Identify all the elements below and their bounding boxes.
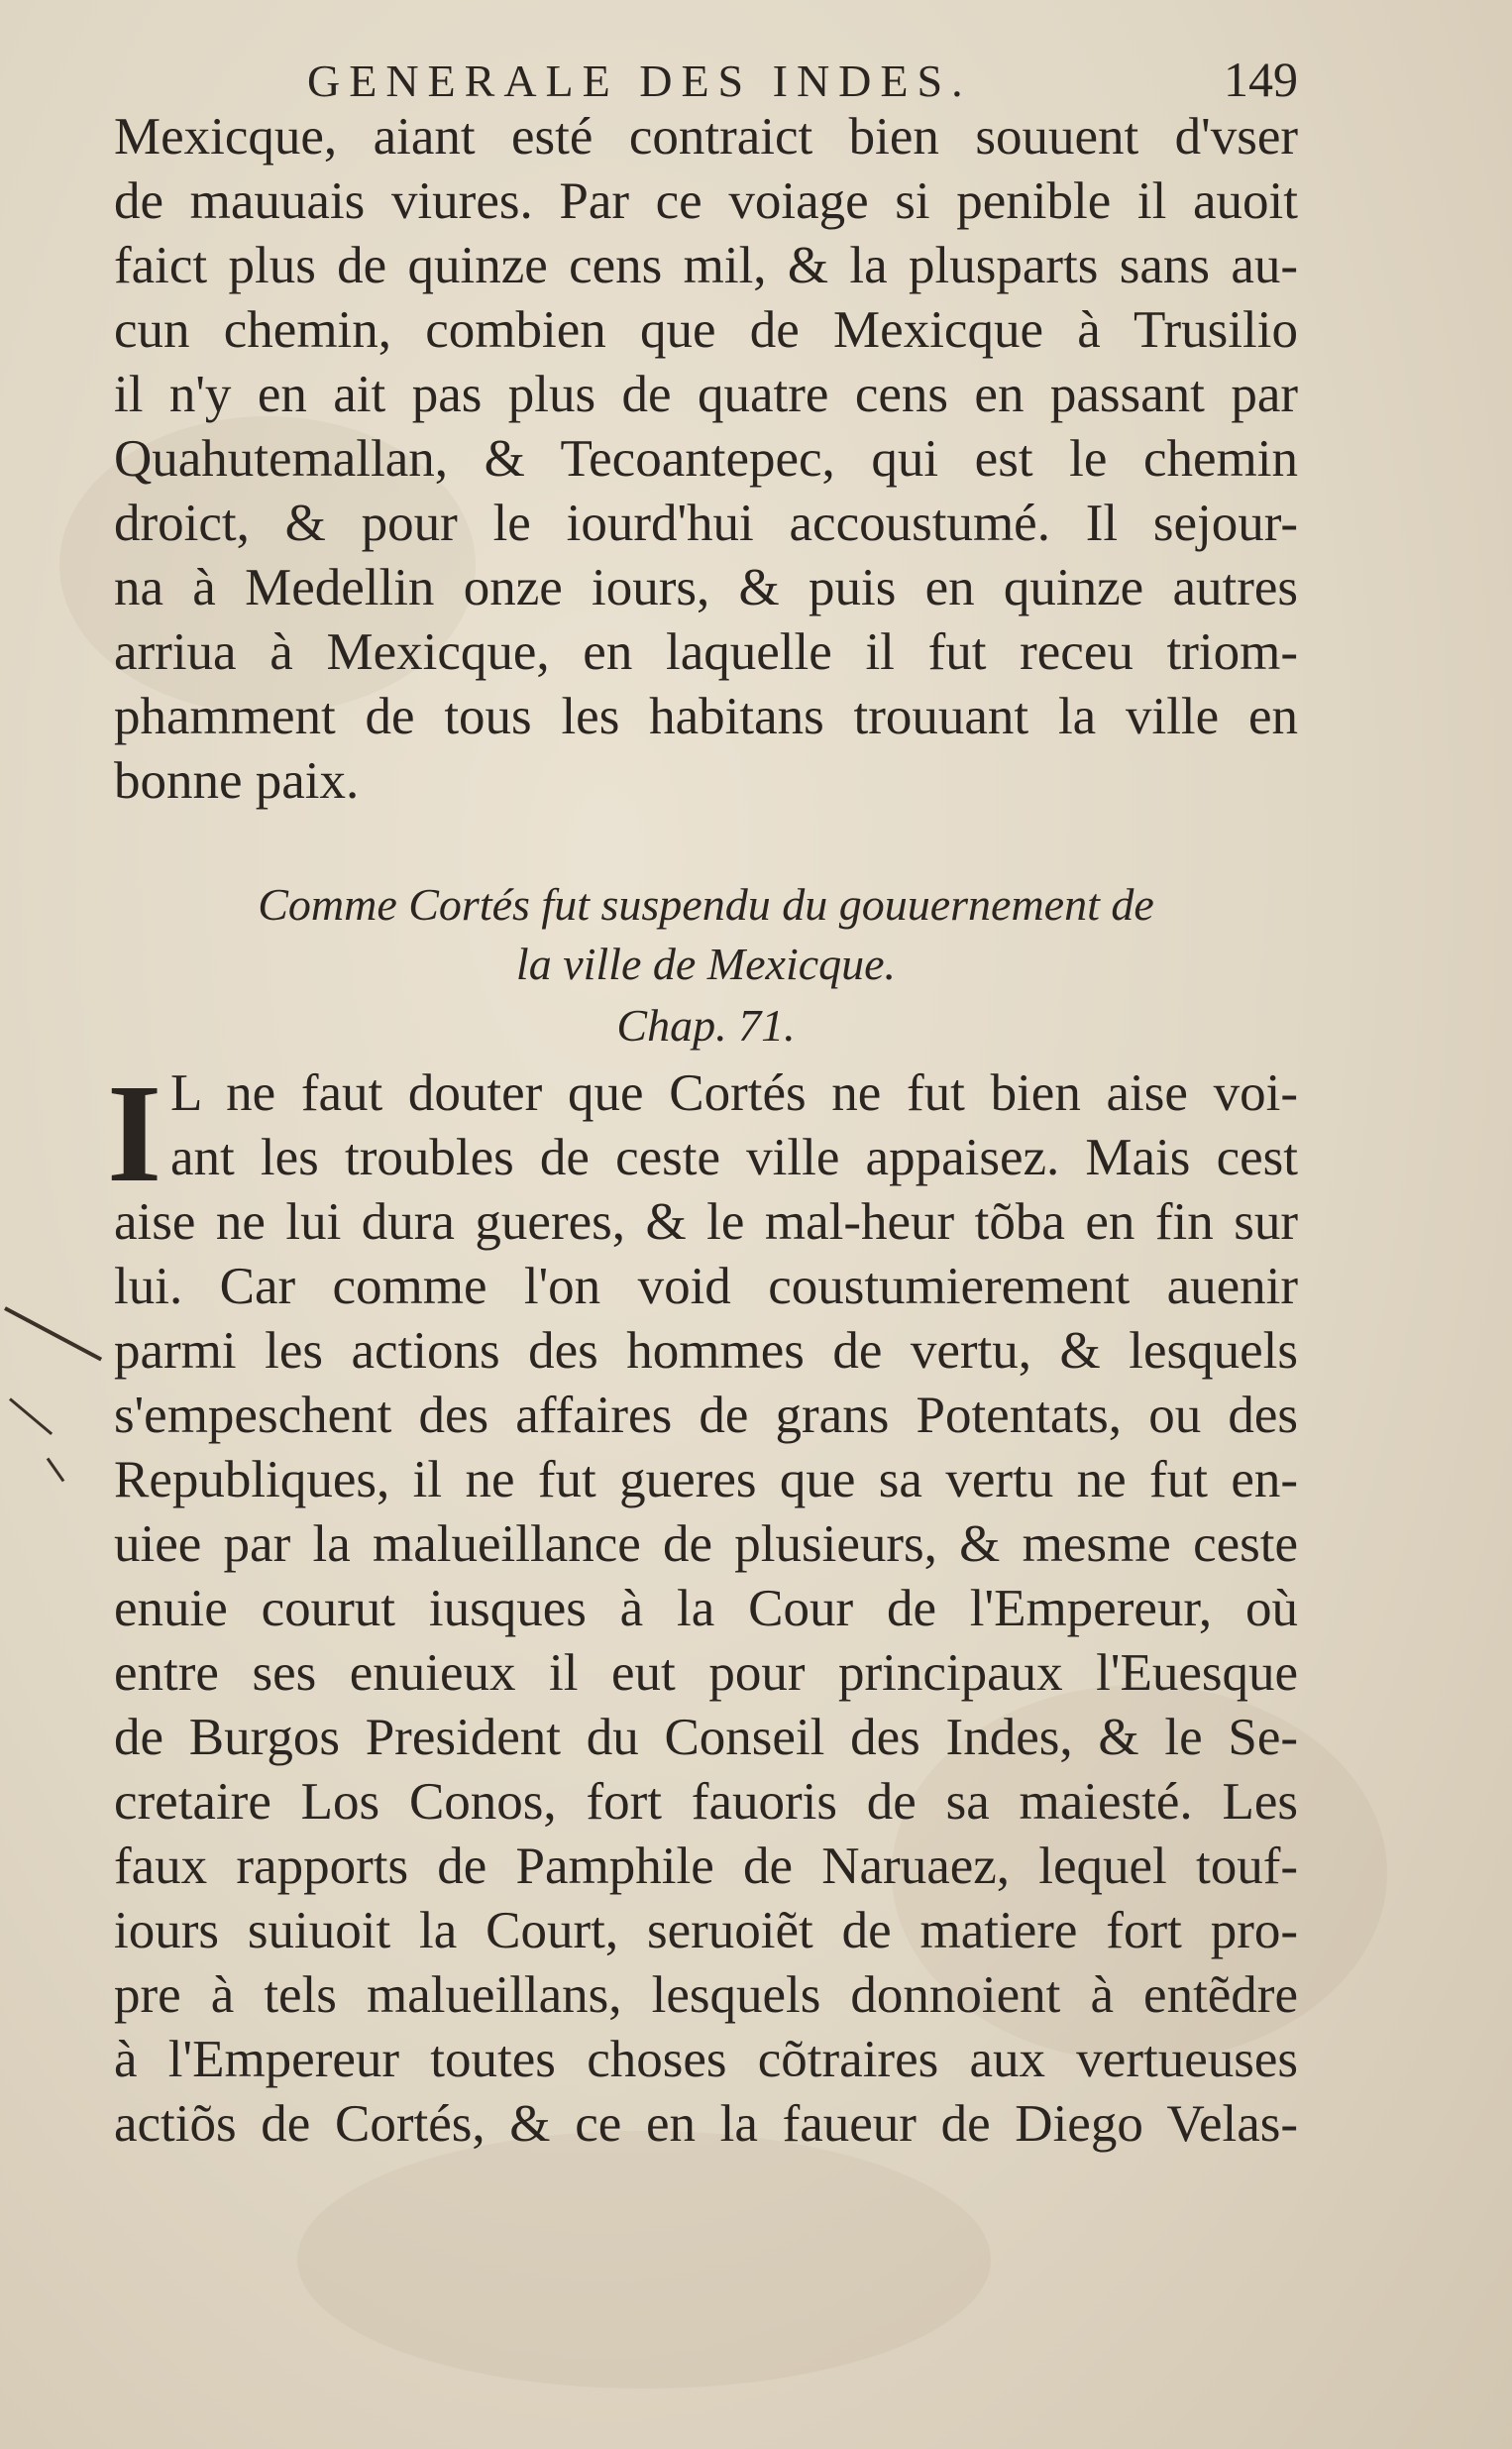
drop-cap: I bbox=[107, 1055, 162, 1211]
text-line: de Burgos President du Conseil des Indes, & le Se- bbox=[114, 1709, 1298, 1766]
text-line: iours suiuoit la Court, seruoiẽt de matiere fort pro- bbox=[114, 1902, 1298, 1959]
margin-pen-mark bbox=[47, 1458, 65, 1483]
chapter-title-line-1: Comme Cortés fut suspendu du gouuernement de bbox=[258, 879, 1154, 930]
text-line: uiee par la malueillance de plusieurs, & mesme ceste bbox=[114, 1515, 1298, 1573]
page-header bbox=[114, 52, 1298, 114]
running-head: GENERALE DES INDES. bbox=[307, 56, 972, 106]
text-line: enuie courut iusques à la Cour de l'Empereur, où bbox=[114, 1580, 1298, 1637]
text-line: faux rapports de Pamphile de Naruaez, lequel touf- bbox=[114, 1837, 1298, 1895]
text-line: pre à tels malueillans, lesquels donnoient à entẽdre bbox=[114, 1966, 1298, 2024]
text-line: Quahutemallan, & Tecoantepec, qui est le chemin bbox=[114, 430, 1298, 488]
page-number: 149 bbox=[1224, 52, 1298, 107]
text-line: droict, & pour le iourd'hui accoustumé. Il sejour- bbox=[114, 495, 1298, 552]
text-line: na à Medellin onze iours, & puis en quinze autres bbox=[114, 559, 1298, 616]
text-line: cretaire Los Conos, fort fauoris de sa maiesté. Les bbox=[114, 1773, 1298, 1831]
margin-pen-mark bbox=[4, 1306, 102, 1361]
text-line: L ne faut douter que Cortés ne fut bien aise voi- bbox=[170, 1064, 1298, 1122]
paper-stain bbox=[297, 2131, 991, 2389]
text-line: Republiques, il ne fut gueres que sa vertu ne fut en- bbox=[114, 1451, 1298, 1508]
text-line: entre ses enuieux il eut pour principaux l'Euesque bbox=[114, 1644, 1298, 1702]
text-line: aise ne lui dura gueres, & le mal-heur tõba en fin sur bbox=[114, 1193, 1298, 1251]
text-line: à l'Empereur toutes choses cõtraires aux vertueuses bbox=[114, 2031, 1298, 2088]
text-line: arriua à Mexicque, en laquelle il fut receu triom- bbox=[114, 623, 1298, 681]
text-line: il n'y en ait pas plus de quatre cens en passant par bbox=[114, 366, 1298, 423]
text-line: de mauuais viures. Par ce voiage si penible il auoit bbox=[114, 172, 1298, 230]
chapter-number: Chap. 71. bbox=[616, 1000, 796, 1051]
text-line: cun chemin, combien que de Mexicque à Trusilio bbox=[114, 301, 1298, 359]
text-line: lui. Car comme l'on void coustumierement auenir bbox=[114, 1258, 1298, 1315]
text-line: faict plus de quinze cens mil, & la plusparts sans au- bbox=[114, 237, 1298, 294]
text-line: s'empeschent des affaires de grans Potentats, ou des bbox=[114, 1387, 1298, 1444]
text-line: ant les troubles de ceste ville appaisez. Mais cest bbox=[170, 1129, 1298, 1186]
chapter-title-line-2: la ville de Mexicque. bbox=[515, 939, 897, 989]
text-line: Mexicque, aiant esté contraict bien souuent d'vser bbox=[114, 108, 1298, 166]
text-line: parmi les actions des hommes de vertu, & lesquels bbox=[114, 1322, 1298, 1380]
text-line: actiõs de Cortés, & ce en la faueur de Diego Velas- bbox=[114, 2095, 1298, 2153]
text-line: phamment de tous les habitans trouuant la ville en bbox=[114, 688, 1298, 745]
margin-pen-mark bbox=[9, 1397, 53, 1435]
text-line: bonne paix. bbox=[114, 752, 360, 810]
